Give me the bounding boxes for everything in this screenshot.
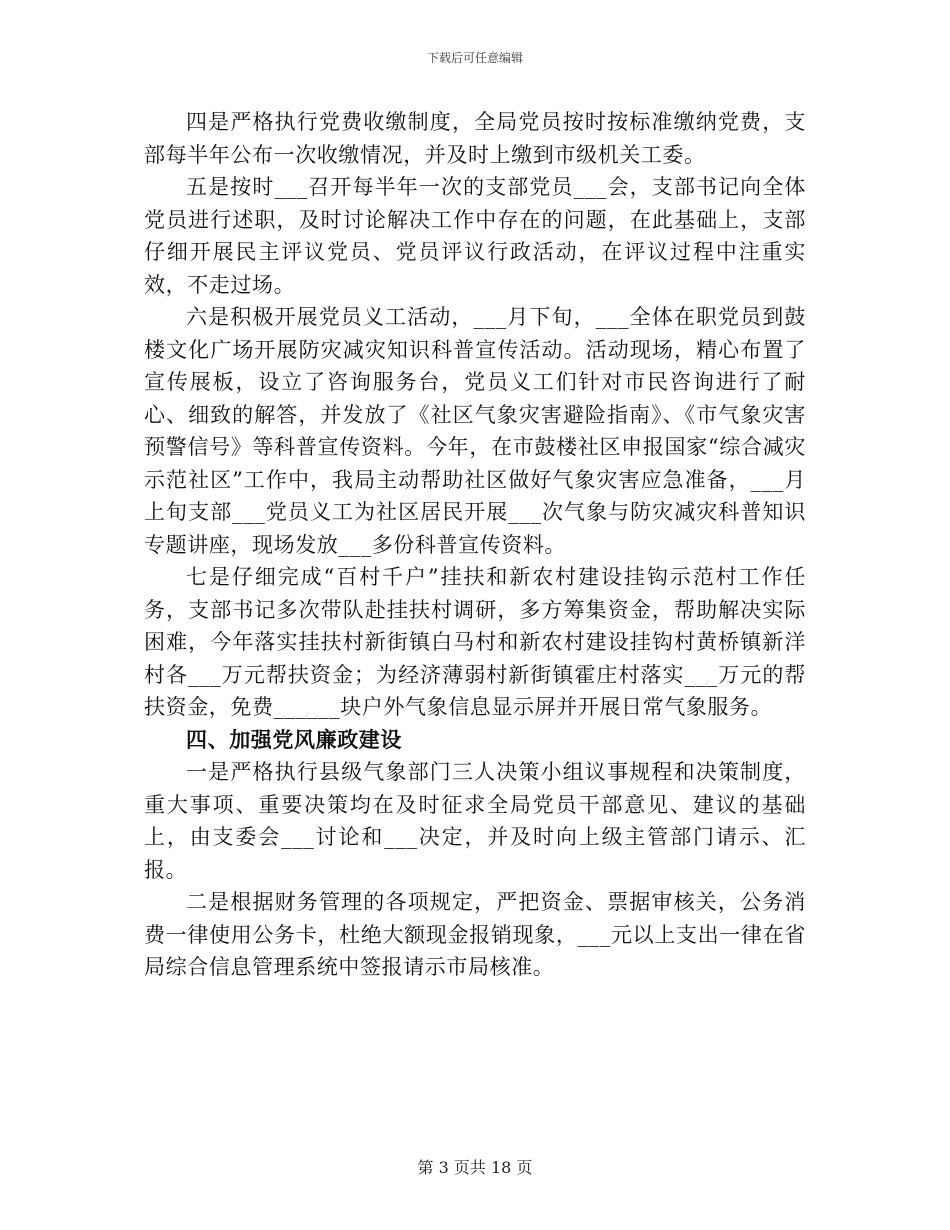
section-heading: 四、加强党风廉政建设 xyxy=(186,726,402,752)
paragraph-financial-rules: 二是根据财务管理的各项规定，严把资金、票据审核关，公务消费一律使用公务卡，杜绝大额现金报销现象，___元以上支出一律在省局综合信息管理系统中签报请示市局核准。 xyxy=(144,890,806,979)
paragraph-branch-meeting: 五是按时___召开每半年一次的支部党员___会，支部书记向全体党员进行述职，及时讨论解决工作中存在的问题，在此基础上，支部仔细开展民主评议党员、党员评议行政活动，在评议过程中注重实效，不走过场。 xyxy=(144,175,806,297)
paragraph-volunteer-activity: 六是积极开展党员义工活动，___月下旬，___全体在职党员到鼓楼文化广场开展防灾减灾知识科普宣传活动。活动现场，精心布置了宣传展板，设立了咨询服务台，党员义工们针对市民咨询进行了耐心、细致的解答，并发放了《社区气象灾害避险指南》、《市气象灾害预警信号》等科普宣传资料。今年，在市鼓楼社区申报国家“综合减灾示范社区”工作中，我局主动帮助社区做好气象灾害应急准备，___月上旬支部___党员义工为社区居民开展___次气象与防灾减灾科普知识专题讲座，现场发放___多份科普宣传资料。 xyxy=(144,305,806,557)
document-body xyxy=(144,106,806,984)
paragraph-village-assistance: 七是仔细完成“百村千户”挂扶和新农村建设挂钩示范村工作任务，支部书记多次带队赴挂扶村调研，多方筹集资金，帮助解决实际困难，今年落实挂扶村新街镇白马村和新农村建设挂钩村黄桥镇新洋村各___万元帮扶资金；为经济薄弱村新街镇霍庄村落实___万元的帮扶资金，免费______块户外气象信息显示屏并开展日常气象服务。 xyxy=(144,565,806,719)
paragraph-decision-rules: 一是严格执行县级气象部门三人决策小组议事规程和决策制度，重大事项、重要决策均在及时征求全局党员干部意见、建议的基础上，由支委会___讨论和___决定，并及时向上级主管部门请示、汇报。 xyxy=(144,760,806,882)
page-header: 下载后可任意编辑 xyxy=(426,51,523,65)
page-number: 第 3 页共 18 页 xyxy=(417,1158,533,1177)
paragraph-party-dues: 四是严格执行党费收缴制度，全局党员按时按标准缴纳党费，支部每半年公布一次收缴情况，并及时上缴到市级机关工委。 xyxy=(144,110,806,167)
